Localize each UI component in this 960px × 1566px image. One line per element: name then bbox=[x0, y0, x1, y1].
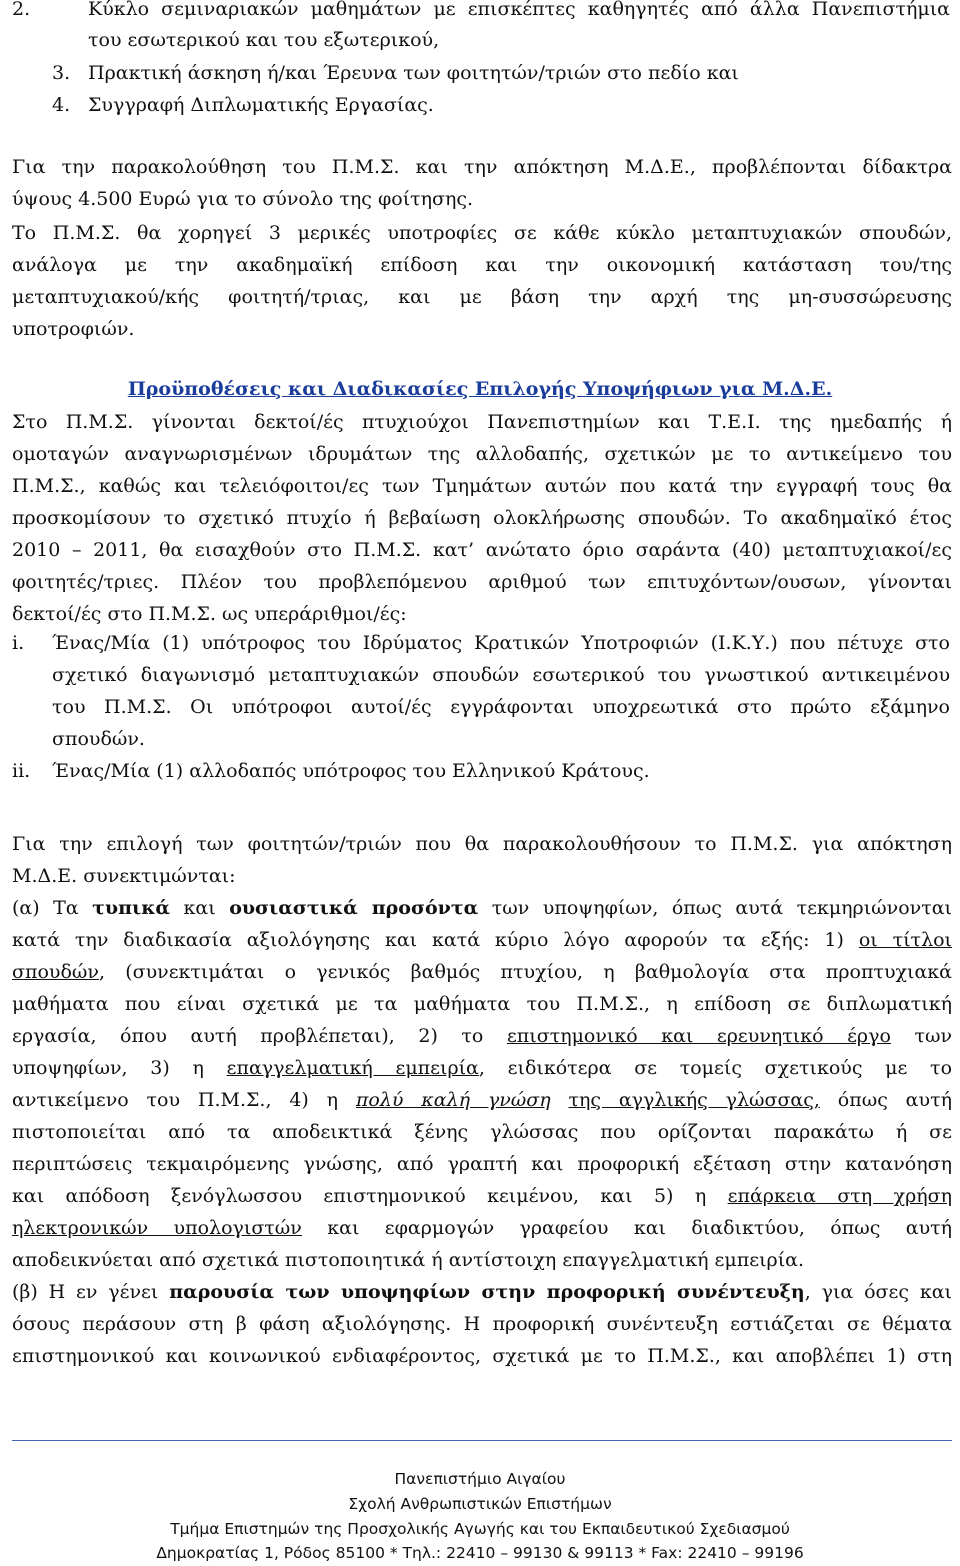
underlined-term: επιστημονικό και ερευνητικό έργο bbox=[506, 1025, 891, 1047]
roman-list-number: i. bbox=[12, 632, 25, 654]
admission-paragraph-line: δεκτοί/ές στο Π.Μ.Σ. ως υπεράριθμοι/ές: bbox=[12, 603, 407, 625]
admission-paragraph-line: φοιτητές/τριες. Πλέον του προβλεπόμενου αριθμού των επιτυχόντων/ουσων, γίνονται bbox=[12, 571, 952, 593]
list-item-text: Κύκλο σεμιναριακών μαθημάτων με επισκέπτες καθηγητές από άλλα Πανεπιστήμια bbox=[88, 0, 950, 20]
roman-list-text: Ένας/Μία (1) υπότροφος του Ιδρύματος Κρατικών Υποτροφιών (Ι.Κ.Υ.) που πέτυχε στο bbox=[52, 632, 950, 654]
underlined-term: επαγγελματική εμπειρία bbox=[226, 1057, 479, 1079]
roman-list-number: ii. bbox=[12, 760, 31, 782]
list-item-number: 4. bbox=[52, 94, 71, 116]
underlined-term: ηλεκτρονικών υπολογιστών bbox=[12, 1217, 302, 1239]
selection-paragraph-line: μαθήματα που είναι σχετικά με τα μαθήματα του Π.Μ.Σ., η επίδοση σε διπλωματική bbox=[12, 993, 952, 1015]
list-item-text: Πρακτική άσκηση ή/και Έρευνα των φοιτητών/τριών στο πεδίο και bbox=[88, 62, 739, 84]
footer-address: Δημοκρατίας 1, Ρόδος 85100 * Τηλ.: 22410 – 99130 & 99113 * Fax: 22410 – 99196 bbox=[156, 1544, 804, 1562]
admission-paragraph-line: προσκομίσουν το σχετικό πτυχίο ή βεβαίωση ολοκλήρωσης σπουδών. Το ακαδημαϊκό έτος bbox=[12, 507, 952, 529]
underlined-term: οι τίτλοι bbox=[858, 929, 952, 951]
selection-criteria-b-line: (β) Η εν γένει παρουσία των υποψηφίων στην προφορική συνέντευξη, για όσες και bbox=[12, 1281, 952, 1303]
bold-term: παρουσία των υποψηφίων στην προφορική συνέντευξη bbox=[169, 1281, 805, 1303]
selection-paragraph-line: επιστημονικού και κοινωνικού ενδιαφέροντος, σχετικά με το Π.Μ.Σ., και αποβλέπει 1) στη bbox=[12, 1345, 952, 1367]
selection-paragraph-line: ηλεκτρονικών υπολογιστών και εφαρμογών γραφείου και διαδικτύου, όπως αυτή bbox=[12, 1217, 953, 1239]
selection-paragraph-line: σπουδών, (συνεκτιμάται ο γενικός βαθμός πτυχίου, η βαθμολογία στα προπτυχιακά bbox=[12, 961, 952, 983]
roman-list-text: σχετικό διαγωνισμό μεταπτυχιακών σπουδών εσωτερικού του γνωστικού αντικειμένου bbox=[52, 664, 950, 686]
footer-school: Σχολή Ανθρωπιστικών Επιστήμων bbox=[348, 1495, 612, 1513]
list-item-number: 3. bbox=[52, 62, 71, 84]
scholarships-paragraph-line: μεταπτυχιακού/κής φοιτητή/τριας, και με βάση την αρχή της μη-συσσώρευσης bbox=[12, 286, 952, 308]
admission-paragraph-line: Στο Π.Μ.Σ. γίνονται δεκτοί/ές πτυχιούχοι Πανεπιστημίων και Τ.Ε.Ι. της ημεδαπής ή bbox=[12, 411, 952, 433]
selection-paragraph-line: Μ.Δ.Ε. συνεκτιμώνται: bbox=[12, 865, 236, 887]
scholarships-paragraph-line: υποτροφιών. bbox=[12, 318, 135, 340]
scholarships-paragraph-line: Το Π.Μ.Σ. θα χορηγεί 3 μερικές υποτροφίες σε κάθε κύκλο μεταπτυχιακών σπουδών, bbox=[12, 222, 952, 244]
selection-paragraph-line: κατά την διαδικασία αξιολόγησης και κατά κύριο λόγο αφορούν τα εξής: 1) οι τίτλοι bbox=[12, 929, 952, 951]
selection-paragraph-line: αποδεικνύεται από σχετικά πιστοποιητικά ή αντίστοιχη επαγγελματική εμπειρία. bbox=[12, 1249, 805, 1271]
selection-paragraph-line: περιπτώσεις τεκμαιρόμενης γνώσης, από γραπτή και προφορική εξέταση στην κατανόηση bbox=[12, 1153, 952, 1175]
list-item-text: του εσωτερικού και του εξωτερικού, bbox=[88, 29, 440, 51]
section-heading: Προϋποθέσεις και Διαδικασίες Επιλογής Υποψήφιων για Μ.Δ.Ε. bbox=[127, 378, 833, 400]
underlined-term: επάρκεια στη χρήση bbox=[727, 1185, 952, 1207]
list-item-text: Συγγραφή Διπλωματικής Εργασίας. bbox=[88, 94, 434, 116]
selection-paragraph-line: Για την επιλογή των φοιτητών/τριών που θα παρακολουθήσουν το Π.Μ.Σ. για απόκτηση bbox=[12, 833, 952, 855]
selection-paragraph-line: όσους περάσουν στη β φάση αξιολόγησης. Η προφορική συνέντευξη εστιάζεται σε θέματα bbox=[12, 1313, 952, 1335]
fees-paragraph-line: Για την παρακολούθηση του Π.Μ.Σ. και την απόκτηση Μ.Δ.Ε., προβλέπονται δίδακτρα bbox=[12, 156, 952, 178]
footer-department: Τμήμα Επιστημών της Προσχολικής Αγωγής και του Εκπαιδευτικού Σχεδιασμού bbox=[170, 1520, 790, 1538]
underlined-term: σπουδών bbox=[12, 961, 99, 983]
selection-paragraph-line: υποψηφίων, 3) η επαγγελματική εμπειρία, ειδικότερα σε τομείς σχετικούς με το bbox=[12, 1057, 953, 1079]
roman-list-text: του Π.Μ.Σ. Οι υπότροφοι αυτοί/ές εγγράφονται υποχρεωτικά στο πρώτο εξάμηνο bbox=[52, 696, 950, 718]
selection-paragraph-line: αντικείμενο του Π.Μ.Σ., 4) η πολύ καλή γνώση της αγγλικής γλώσσας, όπως αυτή bbox=[12, 1089, 952, 1111]
roman-list-text: Ένας/Μία (1) αλλοδαπός υπότροφος του Ελληνικού Κράτους. bbox=[52, 760, 650, 782]
admission-paragraph-line: Π.Μ.Σ., καθώς και τελειόφοιτοι/ες των Τμημάτων αυτών που κατά την εγγραφή τους θα bbox=[12, 475, 952, 497]
footer-divider bbox=[12, 1440, 952, 1441]
list-item-number: 2. bbox=[12, 0, 31, 20]
underlined-term: πολύ καλή γνώση bbox=[355, 1089, 551, 1111]
admission-paragraph-line: 2010 – 2011, θα εισαχθούν στο Π.Μ.Σ. κατ’ ανώτατο όριο σαράντα (40) μεταπτυχιακοί/ες bbox=[12, 539, 952, 561]
admission-paragraph-line: ομοταγών αναγνωρισμένων ιδρυμάτων της αλλοδαπής, σχετικών με το αντικείμενο του bbox=[12, 443, 952, 465]
scholarships-paragraph-line: ανάλογα με την ακαδημαϊκή επίδοση και την οικονομική κατάσταση του/της bbox=[12, 254, 952, 276]
selection-paragraph-line: εργασία, όπου αυτή προβλέπεται), 2) το επιστημονικό και ερευνητικό έργο των bbox=[12, 1025, 952, 1047]
selection-paragraph-line: πιστοποιείται από τα αποδεικτικά ξένης γλώσσας που ορίζονται παρακάτω ή σε bbox=[12, 1121, 952, 1143]
selection-paragraph-line: και απόδοση ξενόγλωσσου επιστημονικού κειμένου, και 5) η επάρκεια στη χρήση bbox=[12, 1185, 952, 1207]
bold-term: τυπικά bbox=[92, 897, 171, 919]
bold-term: ουσιαστικά προσόντα bbox=[229, 897, 479, 919]
fees-paragraph-line: ύψους 4.500 Ευρώ για το σύνολο της φοίτησης. bbox=[12, 188, 474, 210]
selection-criteria-a-line: (α) Τα τυπικά και ουσιαστικά προσόντα των υποψηφίων, όπως αυτά τεκμηριώνονται bbox=[12, 897, 952, 919]
roman-list-text: σπουδών. bbox=[52, 728, 145, 750]
underlined-term: της αγγλικής γλώσσας, bbox=[568, 1089, 820, 1111]
footer-university: Πανεπιστήμιο Αιγαίου bbox=[394, 1470, 566, 1488]
